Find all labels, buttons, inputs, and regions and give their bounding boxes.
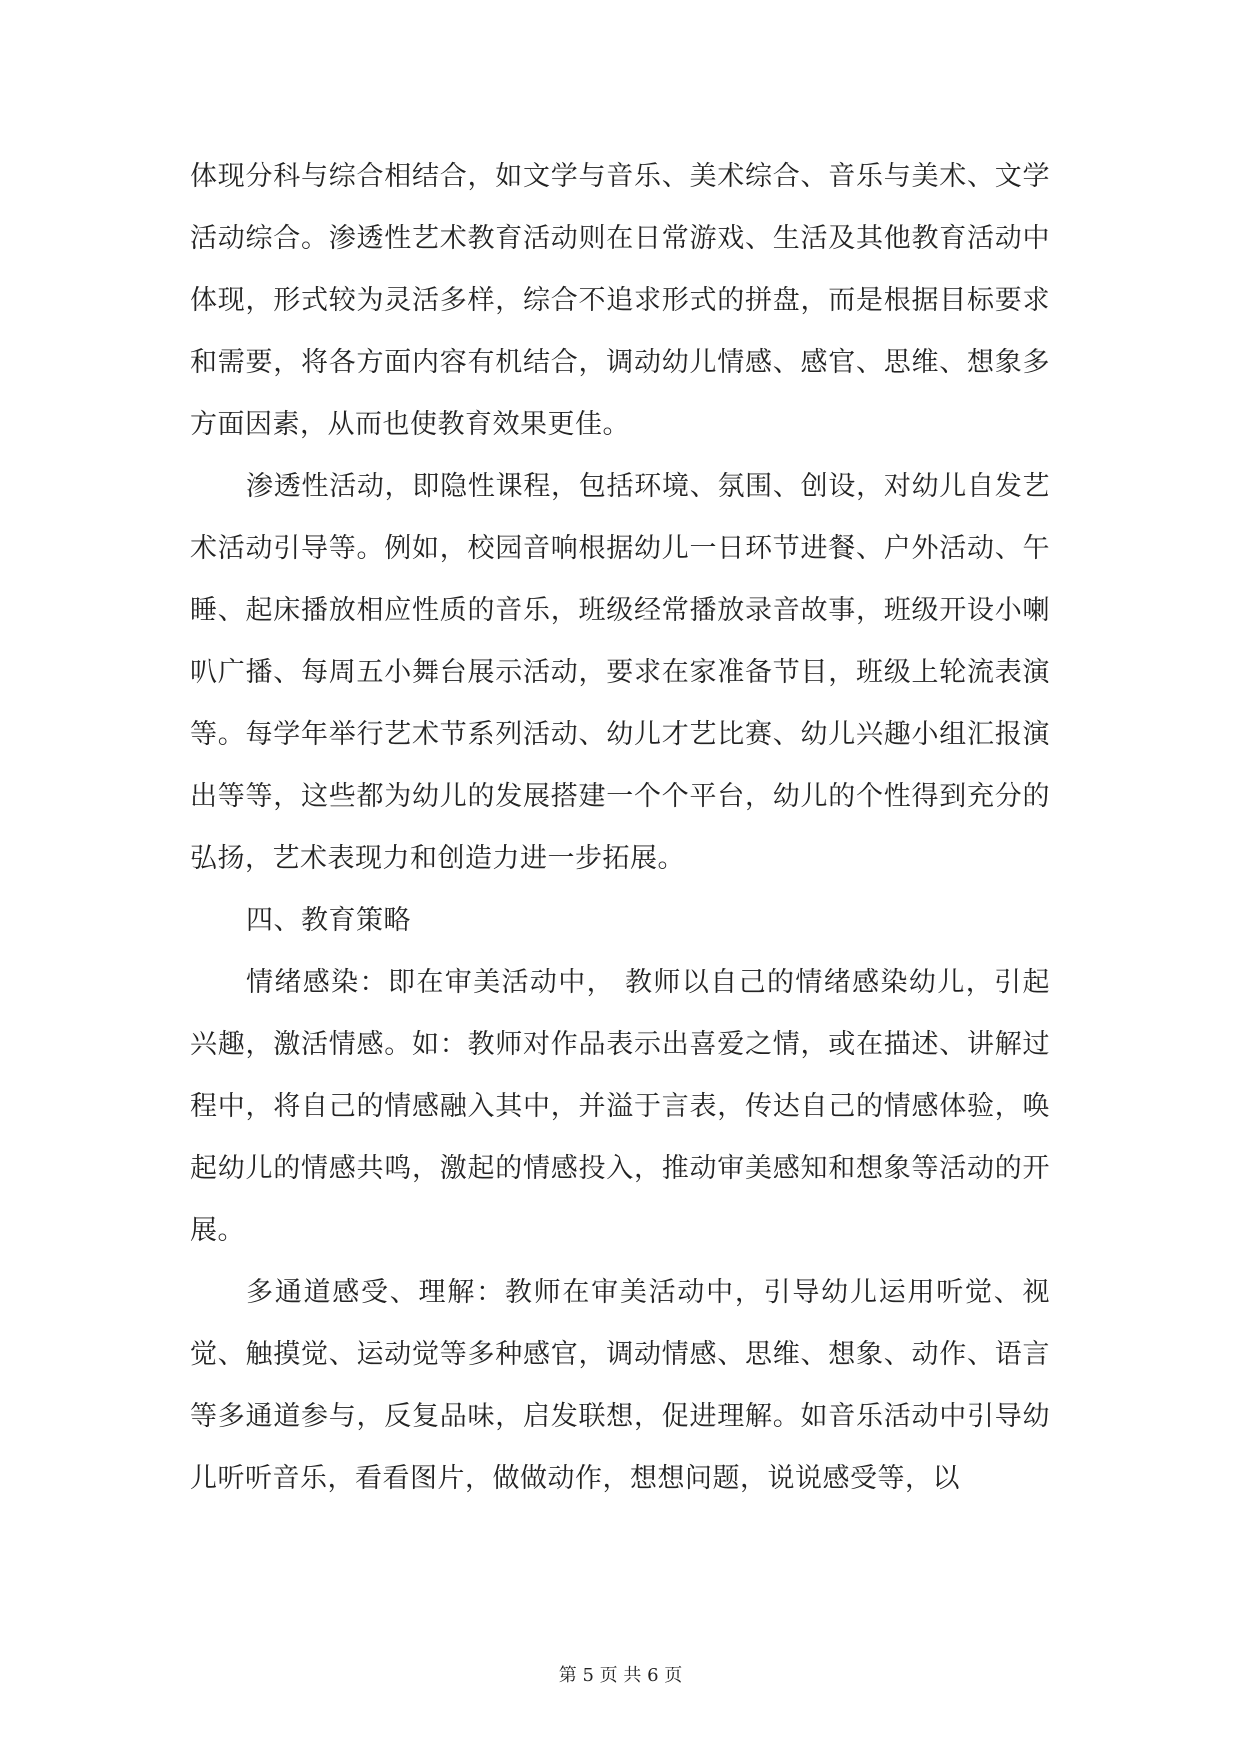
footer-page-word: 页 bbox=[599, 1665, 618, 1686]
page-footer bbox=[0, 1661, 1241, 1687]
document-body bbox=[190, 146, 1050, 1510]
paragraph-emotional-infection: 情绪感染：即在审美活动中， 教师以自己的情绪感染幼儿，引起兴趣，激活情感。如：教师对作品表示出喜爱之情，或在描述、讲解过程中，将自己的情感融入其中，并溢于言表，传达自己的情感体验，唤起幼儿的情感共鸣，激起的情感投入，推动审美感知和想象等活动的开展。 bbox=[190, 967, 1050, 1246]
paragraph-2: 渗透性活动，即隐性课程，包括环境、氛围、创设，对幼儿自发艺术活动引导等。例如，校园音响根据幼儿一日环节进餐、户外活动、午睡、起床播放相应性质的音乐，班级经常播放录音故事，班级开设小喇叭广播、每周五小舞台展示活动，要求在家准备节目，班级上轮流表演等。每学年举行艺术节系列活动、幼儿才艺比赛、幼儿兴趣小组汇报演出等等，这些都为幼儿的发展搭建一个个平台，幼儿的个性得到充分的弘扬，艺术表现力和创造力进一步拓展。 bbox=[190, 471, 1050, 874]
section-heading-education-strategy: 四、教育策略 bbox=[246, 905, 411, 936]
paragraph-multichannel-perception: 多通道感受、理解：教师在审美活动中，引导幼儿运用听觉、视觉、触摸觉、运动觉等多种感官，调动情感、思维、想象、动作、语言等多通道参与，反复品味，启发联想，促进理解。如音乐活动中引导幼儿听听音乐，看看图片，做做动作，想想问题，说说感受等，以 bbox=[190, 1277, 1050, 1494]
paragraph-1: 体现分科与综合相结合，如文学与音乐、美术综合、音乐与美术、文学活动综合。渗透性艺术教育活动则在日常游戏、生活及其他教育活动中体现，形式较为灵活多样，综合不追求形式的拼盘，而是根据目标要求和需要，将各方面内容有机结合，调动幼儿情感、感官、思维、想象多方面因素，从而也使教育效果更佳。 bbox=[190, 161, 1050, 440]
footer-total-pages: 6 bbox=[647, 1665, 659, 1686]
footer-prefix: 第 bbox=[558, 1665, 577, 1686]
footer-suffix: 页 bbox=[664, 1665, 683, 1686]
footer-total-word: 共 bbox=[623, 1665, 642, 1686]
footer-current-page: 5 bbox=[582, 1665, 594, 1686]
